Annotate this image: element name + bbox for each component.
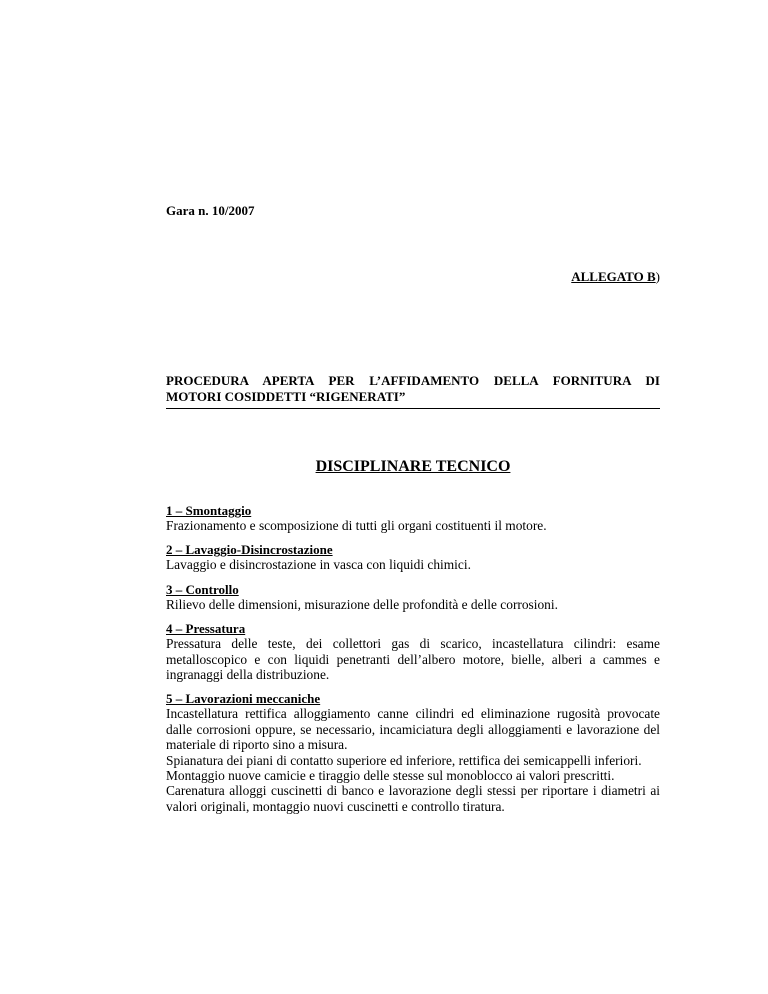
section-controllo (166, 582, 660, 612)
section-paragraph: Spianatura dei piani di contatto superiore ed inferiore, rettifica dei semicappelli inferiori. (166, 752, 642, 768)
gara-number: Gara n. 10/2007 (166, 203, 255, 218)
section-paragraph: Rilievo delle dimensioni, misurazione delle profondità e delle corrosioni. (166, 596, 558, 612)
section-paragraph: Montaggio nuove camicie e tiraggio delle stesse sul monoblocco ai valori prescritti. (166, 768, 615, 784)
section-heading: 1 – Smontaggio (166, 503, 252, 518)
allegato-label-underlined: ALLEGATO B (571, 269, 656, 284)
document-title: DISCIPLINARE TECNICO (315, 458, 511, 475)
section-paragraph: Pressatura delle teste, dei collettori gas di scarico, incastellatura cilindri: esame metalloscopico e con liquidi penetranti dell’albero motore, bielle, alberi a cammes e ingranaggi della distribuzione. (166, 636, 660, 683)
section-paragraph: Incastellatura rettifica alloggiamento canne cilindri ed eliminazione rugosità provocate dalle corrosioni oppure, se necessario, incamiciatura degli alloggiamenti e lavorazione del materiale di riporto sino a misura. (166, 706, 660, 753)
procedure-heading-line2: MOTORI COSIDDETTI “RIGENERATI” (166, 389, 406, 404)
section-lavorazioni-meccaniche (166, 691, 660, 814)
procedure-heading-line1: PROCEDURA APERTA PER L’AFFIDAMENTO DELLA FORNITURA DI (166, 373, 660, 388)
allegato-label-suffix: ) (655, 269, 660, 284)
section-paragraph: Frazionamento e scomposizione di tutti gli organi costituenti il motore. (166, 518, 547, 533)
section-heading: 3 – Controllo (166, 581, 239, 597)
section-lavaggio (166, 542, 660, 572)
procedure-heading (166, 373, 660, 409)
sections-list (166, 503, 660, 823)
section-paragraph: Carenatura alloggi cuscinetti di banco e lavorazione degli stessi per riportare i diametri ai valori originali, montaggio nuovi cuscinetti e controllo tiratura. (166, 783, 660, 814)
section-smontaggio (166, 503, 660, 533)
section-heading: 2 – Lavaggio-Disincrostazione (166, 542, 333, 558)
section-paragraph: Lavaggio e disincrostazione in vasca con liquidi chimici. (166, 557, 471, 573)
allegato-label (571, 269, 660, 285)
section-pressatura (166, 621, 660, 682)
section-heading: 5 – Lavorazioni meccaniche (166, 691, 321, 707)
section-heading: 4 – Pressatura (166, 621, 246, 637)
